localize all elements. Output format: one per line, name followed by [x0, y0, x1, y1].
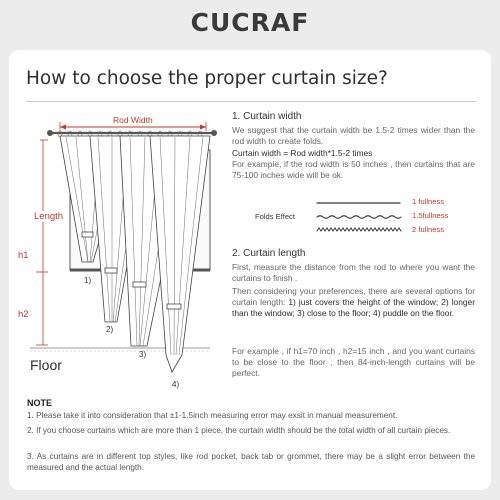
fold-label-2: 2 fullness [412, 225, 445, 234]
fold-2-line [317, 228, 401, 231]
section2-options: 1) just covers the height of the window; 2) longer than the window; 3) close to the floor; 4) puddle on the floor. [232, 297, 475, 319]
option-label-2: 2) [106, 325, 114, 334]
h1-label: h1 [18, 250, 29, 261]
option-label-4: 4) [172, 380, 180, 389]
section1-heading: 1. Curtain width [232, 111, 302, 122]
folds-effect-lines [317, 203, 401, 231]
page-title: How to choose the proper curtain size? [26, 68, 388, 89]
section2-heading: 2. Curtain length [232, 248, 306, 259]
tieback-4 [167, 304, 181, 309]
rod-finial-right [211, 130, 217, 136]
rod-finial-left [47, 130, 53, 136]
section2-para1: First, measure the distance from the rod to where you want the curtains to finish . [232, 262, 475, 284]
tieback-3 [133, 282, 146, 287]
folds-effect-label: Folds Effect [255, 212, 295, 221]
curtain-panels [60, 136, 210, 372]
rod-width-label: Rod Width [113, 115, 153, 125]
section2-para3: For example , if h1=70 inch , h2=15 inch , and you want curtains to be close to the floor , then 84-inch-length curtains will be perfect. [232, 346, 475, 379]
note-item-1: 1. Please take it into consideration that ±1-1.5inch measuring error may exsit in manual measurement. [27, 411, 398, 420]
fold-1-5-line [317, 216, 401, 219]
note-heading: NOTE [27, 398, 53, 408]
fold-label-1-5: 1.5fullness [412, 211, 449, 220]
option-label-1: 1) [84, 276, 92, 285]
note-item-3: 3. As curtains are in different top styles, like rod pocket, back tab or grommet, there may be a slight error between the measured and the actual length. [27, 452, 475, 473]
fold-label-1: 1 fullness [412, 197, 445, 206]
floor-label: Floor [30, 357, 62, 373]
length-label: Length [34, 211, 64, 222]
brand-logo: CUCRAF [190, 8, 310, 37]
option-label-3: 3) [139, 350, 147, 359]
note-item-2: 2. If you choose curtains which are more than 1 piece, the curtain width should be the total width of all curtain pieces. [27, 426, 451, 435]
tieback-2 [105, 268, 117, 273]
tieback-1 [82, 232, 93, 237]
section1-para2: For example, if the rod width is 50 inches , then curtains that are 75-100 inches wide will be ok. [232, 159, 475, 181]
section1-formula: Curtain width = Rod width*1.5-2 times [232, 148, 373, 158]
section1-para1: We suggest that the curtain width be 1.5-2 times wider than the rod width to create folds. [232, 125, 475, 147]
h2-label: h2 [18, 309, 29, 320]
section2-para2 [232, 286, 475, 320]
section2-para2-lead: Then considering your preferences, there are several options for curtain length: [232, 286, 475, 308]
